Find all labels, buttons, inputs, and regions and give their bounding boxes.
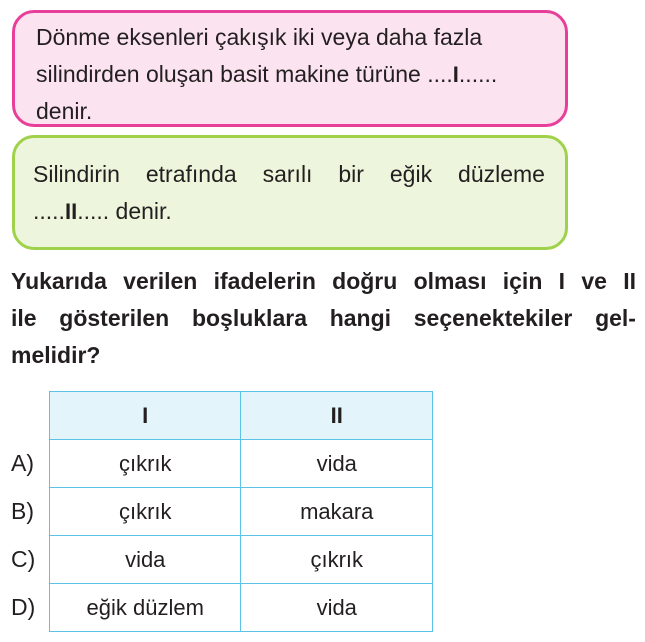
statement-1-box: [12, 10, 568, 127]
question-line-1: [11, 263, 636, 300]
table-header-row: [50, 392, 433, 440]
table-cell: çıkrık: [50, 440, 241, 488]
word: sarılı: [262, 161, 313, 187]
word: seçenektekiler: [413, 305, 573, 331]
table-cell: vida: [241, 440, 433, 488]
word: etrafında: [145, 161, 237, 187]
word: gösterilen: [59, 305, 170, 331]
word: gel-: [595, 305, 636, 331]
option-label-d[interactable]: D): [11, 594, 36, 620]
word: Yukarıda: [11, 268, 107, 294]
statement-2-text: denir.: [109, 198, 172, 224]
statement-1-line-2: [36, 56, 545, 93]
option-label-a[interactable]: A): [11, 450, 34, 476]
blank-2-dots-before: .....: [33, 198, 65, 224]
header-col-1: I: [50, 392, 241, 440]
word: ile: [11, 305, 37, 331]
word: ifadelerin: [213, 268, 316, 294]
blank-2-dots-after: .....: [77, 198, 110, 224]
word: hangi: [329, 305, 392, 331]
question-text: [11, 263, 636, 374]
statement-1-line-1: Dönme eksenleri çakışık iki veya daha fazla: [36, 24, 483, 50]
options-table: [49, 391, 433, 632]
table-row-a[interactable]: [50, 440, 433, 488]
word: I: [558, 268, 566, 294]
word: düzleme: [458, 161, 545, 187]
word: bir: [338, 161, 364, 187]
table-row-b[interactable]: [50, 488, 433, 536]
option-label-c[interactable]: C): [11, 546, 36, 572]
blank-1-dots-before: ....: [427, 61, 453, 87]
statement-2-line-1: [33, 156, 545, 193]
table-row-d[interactable]: [50, 584, 433, 632]
word: boşluklara: [191, 305, 307, 331]
table-cell: çıkrık: [241, 536, 433, 584]
table-cell: eğik düzlem: [50, 584, 241, 632]
statement-1-text: silindirden oluşan basit makine türüne: [36, 61, 428, 87]
statement-2-line-2: [33, 193, 545, 230]
word: için: [502, 268, 543, 294]
blank-1-mark: I: [452, 62, 459, 87]
option-label-b[interactable]: B): [11, 498, 34, 524]
word: Silindirin: [33, 161, 120, 187]
statement-1-line-3: denir.: [36, 98, 93, 124]
statement-2-box: [12, 135, 568, 250]
table-cell: vida: [50, 536, 241, 584]
word: olması: [413, 268, 487, 294]
word: verilen: [123, 268, 198, 294]
header-col-2: II: [241, 392, 433, 440]
word: doğru: [332, 268, 398, 294]
table-cell: çıkrık: [50, 488, 241, 536]
word: II: [623, 268, 636, 294]
table-row-c[interactable]: [50, 536, 433, 584]
word: eğik: [389, 161, 433, 187]
word: ve: [581, 268, 607, 294]
blank-2-mark: II: [64, 199, 78, 224]
question-line-2: [11, 300, 636, 337]
table-cell: vida: [241, 584, 433, 632]
blank-1-dots-after: ......: [458, 61, 498, 87]
table-cell: makara: [241, 488, 433, 536]
question-line-3: melidir?: [11, 342, 101, 368]
